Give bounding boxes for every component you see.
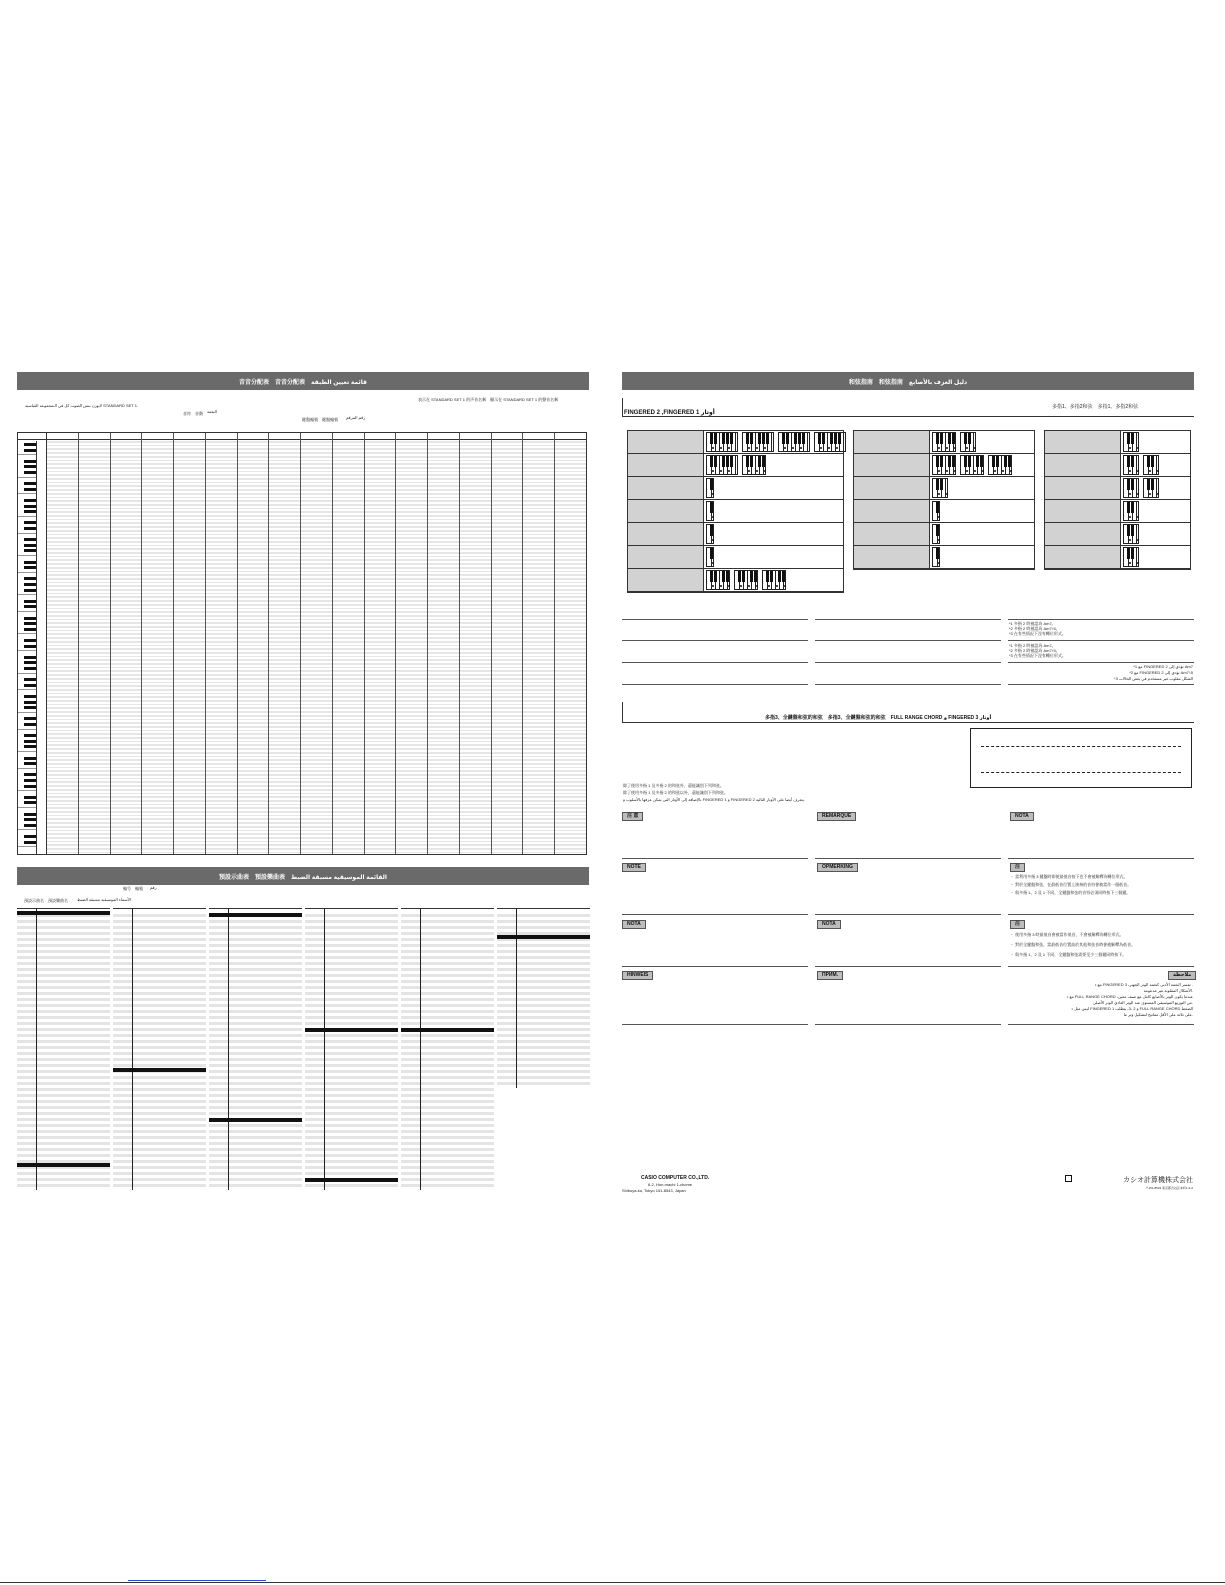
notes-rule-11 (815, 684, 1001, 685)
footer-address-1: 6-2, Hon-machi 1-chome (648, 1182, 693, 1187)
zh-note2-line2: ・ 對於全鍵盤和弦，當最低音位置高於其他和弦音時會被解釋為低音。 (1010, 942, 1136, 947)
ar-note-line3: • مع FULL RANGE CHORD ،عندما يكون الوتر بالأصابع كامل مع صنف معين (1066, 994, 1193, 999)
chord-chart-1 (627, 430, 844, 593)
keyboard-diagram-icon (1123, 547, 1139, 567)
chord-row (854, 431, 1034, 454)
section2-title: 多指3、全鍵盤和弦的和弦 多指3、全鍵盤和弦的和弦 FULL RANGE CHORD و FINGERED 3 أوتار (765, 715, 992, 721)
keyboard-diagram-icon (1123, 455, 1139, 475)
recycle-square-icon (1065, 1175, 1072, 1182)
tone-table-caption-1-ar: النغمة (207, 409, 217, 414)
keyboard-diagram-icon (762, 570, 786, 590)
tag-it: NOTA (1010, 812, 1034, 821)
keyboard-diagram-icon (932, 547, 940, 567)
sec2-text-ar: بالإضافة إلى الأوتار التي يمكن عزفها بالأسلوب و FINGERED 1 و FINGERED 2 يتعرف أيضا على الأوتار التالية. (623, 797, 805, 802)
keyboard-diagram-icon (932, 478, 948, 498)
note-cn-3: *3 在有些情況下沒有轉位形式。 (1009, 631, 1066, 636)
tone-table-caption-2-ar: رقم المرقم (346, 415, 366, 420)
note-ar-1: *1 مع FINGERED 2 تؤدي إلى Am7 (1133, 664, 1193, 669)
lang-rule-7 (622, 966, 808, 967)
ar-note-line2: الأشكال المقلوبة غير مدعومة. (1143, 988, 1193, 993)
lang-rule-10 (622, 1024, 808, 1025)
footer-address-2: Shibuya-ku, Tokyo 151-8543, Japan (622, 1188, 686, 1193)
lang-rule-6 (1008, 914, 1194, 915)
notes-rule-9 (1008, 662, 1194, 663)
section1-title-right: 多指1、多指2和弦 多指1、多指2和弦 (1052, 404, 1139, 410)
ar-note-line4: من التوزيع الموسيقي المستوى عند الوتر العادي الوتر الأصلي. (1092, 1000, 1193, 1005)
keyboard-diagram-icon (706, 501, 714, 521)
keyboard-diagram-icon (706, 570, 730, 590)
bottom-rule (0, 1582, 1225, 1583)
zh-note2-line3: ・ 與多指 1、2 及 1 不同，全鍵盤和弦需要至少三個鍵同時按下。 (1010, 952, 1127, 957)
sec2-text-tw: 除了使用多指 1 及多指 2 的和弦以外，還能識別下列和弦。 (623, 790, 728, 795)
section2-rule (622, 722, 1194, 723)
chord-row (628, 454, 843, 477)
footer-company: CASIO COMPUTER CO.,LTD. (641, 1175, 710, 1181)
bottom-link-underline (128, 1580, 266, 1581)
tag-pt: NOTA (817, 920, 841, 929)
section1-rule (622, 416, 1194, 417)
tag-es: NOTA (622, 920, 646, 929)
section1-divider (622, 398, 623, 416)
song-list-column (497, 908, 590, 1088)
lang-rule-5 (815, 914, 1001, 915)
keyboard-diagram-icon (734, 570, 758, 590)
keyboard-diagram-icon (1123, 524, 1139, 544)
keyboard-diagram-icon (778, 432, 810, 452)
chord-row (628, 477, 843, 500)
chord-guide-header (622, 372, 1194, 390)
note-tw-2: *2 多指 2 時被認為 Am7♭5。 (1009, 648, 1060, 653)
chord-row (854, 477, 1034, 500)
chord-row (1045, 500, 1190, 523)
tone-assignment-grid (17, 432, 587, 855)
tone-table-note-chinese: 表示在 STANDARD SET 1 的声音名稱 顯示在 STANDARD SET 1 的聲音名稱 (418, 397, 559, 402)
lang-rule-9 (1008, 966, 1194, 967)
keyboard-diagram-icon (932, 432, 956, 452)
zh-note1-line3: ・ 與多指 1、2 及 1 不同，全鍵盤和弦的音符必須同時按下三個鍵。 (1010, 890, 1131, 895)
tag-cn: 注 (1010, 863, 1025, 872)
chord-example-dashes-1 (981, 746, 1181, 747)
keyboard-diagram-icon (706, 478, 714, 498)
chord-row (1045, 454, 1190, 477)
chord-row (628, 546, 843, 569)
chord-row (854, 500, 1034, 523)
keyboard-diagram-icon (932, 455, 956, 475)
song-list-column (113, 908, 206, 1190)
chord-row (1045, 477, 1190, 500)
keyboard-diagram-icon (1143, 478, 1159, 498)
tag-tw: 注 (1010, 920, 1025, 929)
song-list-column (209, 908, 302, 1190)
lang-rule-1 (622, 858, 808, 859)
lang-rule-8 (815, 966, 1001, 967)
note-tw-3: *3 在有些情況下沒有轉位形式。 (1009, 653, 1066, 658)
chord-row (1045, 523, 1190, 546)
note-ar-2: *2 مع FINGERED 2 تؤدي إلى Am7♭5 (1129, 670, 1193, 675)
keyboard-diagram-icon (1123, 478, 1139, 498)
lang-rule-3 (1008, 858, 1194, 859)
notes-rule-7 (622, 662, 808, 663)
notes-rule-10 (622, 684, 808, 685)
keyboard-diagram-icon (960, 455, 984, 475)
lang-rule-4 (622, 914, 808, 915)
footer-company-jp: カシオ計算機株式会社 (1123, 1177, 1193, 1184)
chord-row (854, 523, 1034, 546)
chord-example-box (970, 728, 1192, 788)
notes-rule-3 (1008, 619, 1194, 620)
tag-en: NOTE (622, 863, 646, 872)
keyboard-diagram-icon (706, 524, 714, 544)
section1-title-left: FINGERED 2 ,FINGERED 1 أوتار (624, 410, 715, 416)
chord-row (628, 569, 843, 592)
keyboard-diagram-icon (706, 455, 738, 475)
zh-note2-line1: ・ 使用多指 3 時最低音會被當作低音，不會被解釋為轉位形式。 (1010, 932, 1124, 937)
notes-rule-6 (1008, 640, 1194, 641)
lang-rule-11 (815, 1024, 1001, 1025)
song-list-caption-1-ar: رقم (150, 885, 157, 890)
chord-row (628, 500, 843, 523)
chord-chart-2 (853, 430, 1035, 570)
song-list-column (305, 908, 398, 1190)
tag-jp: 注 意 (622, 812, 643, 821)
notes-rule-5 (815, 640, 1001, 641)
notes-rule-2 (815, 619, 1001, 620)
chord-row (854, 454, 1034, 477)
keyboard-diagram-icon (742, 432, 774, 452)
notes-rule-8 (815, 662, 1001, 663)
song-list-column (401, 908, 494, 1190)
keyboard-diagram-icon (932, 501, 940, 521)
chord-row (628, 431, 843, 454)
lang-rule-2 (815, 858, 1001, 859)
tag-sv: OPMERKING (817, 863, 858, 872)
tone-table-caption-1: 音符 音階 (183, 411, 203, 416)
song-list-column (17, 908, 110, 1190)
notes-rule-1 (622, 619, 808, 620)
keyboard-diagram-icon (1123, 432, 1139, 452)
tag-de: HINWEIS (622, 971, 653, 980)
footer-jp-small: 〒151-8543 東京都渋谷区本町1-6-2 (1145, 1186, 1193, 1190)
notes-rule-4 (622, 640, 808, 641)
sec2-text-cn: 除了使用多指 1 及多指 2 的和弦外，還能識別下列和弦。 (623, 783, 724, 788)
keyboard-diagram-icon (706, 547, 714, 567)
song-list-header (17, 867, 589, 885)
notes-rule-12 (1008, 684, 1194, 685)
keyboard-diagram-icon (988, 455, 1012, 475)
section2-divider (622, 702, 623, 722)
song-list-caption-2-ar: الأسماء الموسيقية مسبقة الضبط (77, 897, 132, 902)
keyboard-diagram-icon (960, 432, 976, 452)
keyboard-diagram-icon (932, 524, 940, 544)
song-list-caption-1: 編号 編號 (123, 886, 143, 891)
note-cn-2: *2 多指 2 時被認為 Am7♭5。 (1009, 626, 1060, 631)
chord-row (1045, 546, 1190, 569)
tone-table-header (17, 372, 589, 390)
note-cn-1: *1 多指 2 時被認為 Am7。 (1009, 621, 1056, 626)
note-tw-1: *1 多指 2 時被認為 Am7。 (1009, 643, 1056, 648)
ar-note-line1: • مع FINGERED 3 ،تفسر النغمة الأدنى كنغمة الوتر الجهير . (1095, 982, 1193, 987)
tone-table-note-arabic: لايوزن بنس الصوت كل في الـمجموعة القياسية STANDARD SET 1. (25, 403, 139, 408)
zh-note1-line2: ・ 對於全鍵盤和弦，在最低音位置上演奏的音符會被當作一個低音。 (1010, 882, 1132, 887)
tone-table-caption-2: 鍵盤編號 鍵盤編號 (302, 417, 338, 422)
song-list-title: 預設示曲表 預設樂曲表 القائمة الموسيقية مسبقة الضبط (219, 874, 387, 881)
lang-rule-12 (1008, 1024, 1194, 1025)
tag-fr: REMARQUE (817, 812, 856, 821)
chord-example-dashes-2 (981, 772, 1181, 773)
song-list-caption-2: 預設示曲名 預設樂曲名 (24, 898, 68, 903)
keyboard-diagram-icon (706, 432, 738, 452)
keyboard-diagram-icon (814, 432, 846, 452)
chord-guide-title: 和弦指南 和弦指南 دليل العزف بالأصابع (848, 379, 968, 386)
tag-ar: ملاحظة (1168, 971, 1196, 980)
keyboard-diagram-icon (742, 455, 766, 475)
keyboard-diagram-icon (1143, 455, 1159, 475)
chord-chart-3 (1044, 430, 1191, 570)
note-ar-3: *3 الشكل مقلوب غير مستخدم في بعض الحالات (1114, 676, 1193, 681)
ar-note-line6: على ثلاثة على الأقل مفاتيح لتشكيل وتر ما. (1123, 1012, 1193, 1017)
tag-ru: ПРИМ. (817, 971, 843, 980)
chord-row (628, 523, 843, 546)
chord-row (1045, 431, 1190, 454)
zh-note1-line1: ・ 當利用多指 3 鍵盤時即使最低音按下也不會被解釋為轉位形式。 (1010, 874, 1128, 879)
ar-note-line5: • ليس مثل FINGERED 1 و 2 ،3، يتطلب FULL RANGE CHORD الضغط (1071, 1006, 1193, 1011)
chord-row (854, 546, 1034, 569)
tone-table-title: 音音分配表 音音分配表 قائمة تعيين الطبقة (239, 379, 367, 386)
keyboard-diagram-icon (1123, 501, 1139, 521)
